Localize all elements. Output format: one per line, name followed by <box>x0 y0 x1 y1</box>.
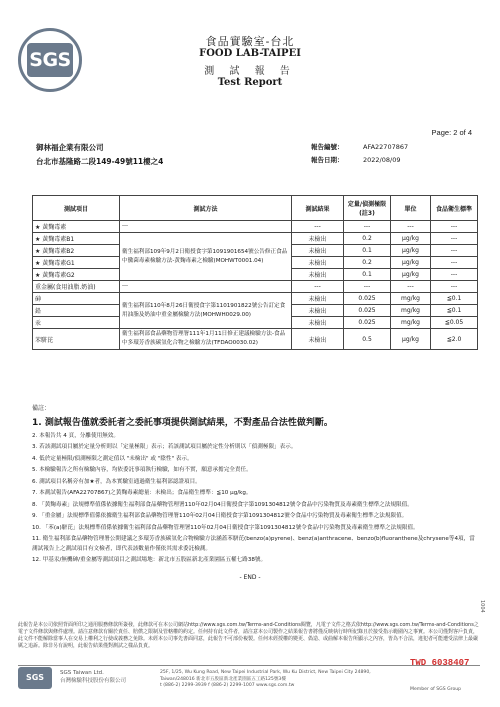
table-row <box>33 221 478 233</box>
header-unit: 單位 <box>391 196 431 221</box>
footer-address-line: 25F, 1/25, Wu Kung Road, New Taipei Industrial Park, Wu Ku District, New Taipei City 24890, Taiwan/248016 新北市五股區新北產業園區五工路125號3樓 <box>160 670 371 682</box>
note-11: 11. 衛生福利部食品藥物管理署公開建議之多環芳香族碳氫化合物檢驗方法涵蓋苯駢芘(benzo(a)pyrene)、benz(a)anthracene、benzo(b)fluoranthene及chrysene等4項，當測試報告上之測試項目有文檢者，即代表該數量作僅依其需求委託檢測。 <box>32 536 475 552</box>
report-title-cn: 測 試 報 告 <box>204 66 296 77</box>
cell-item: 砷 <box>33 293 120 305</box>
table-header-row <box>33 196 478 221</box>
cell-loq: 0.1 <box>344 269 391 281</box>
cell-result: 未檢出 <box>292 269 344 281</box>
report-number-value: AFA22707867 <box>363 143 409 151</box>
note-5: 5. 本檢驗報告之所有檢驗內容，均依委託事項執行檢驗，如有不實，願意承擔完全責任。 <box>32 467 252 473</box>
table-row <box>33 329 478 350</box>
cell-loq: 0.1 <box>344 245 391 257</box>
cell-method-bap: 衛生福利部食品藥物管理署111年1月11日修正建議檢驗方法-食品中多環芳香族碳氫化合物之檢驗方法(TFDAO0030.02) <box>120 329 292 350</box>
cell-unit: μg/kg <box>391 257 431 269</box>
cell-std: ≦0.1 <box>431 305 478 317</box>
cell-method-aflatoxin: 衛生福利部109年9月2日衛授食字第1091901654號公告修正食品中黴菌毒素檢驗方法-黃麴毒素之檢驗(MOHWT0001.04) <box>120 233 292 281</box>
note-9: 9. 「重金屬」法規標準值係依據衛生福利部食品藥物管理署110年02月04日衛授食字第1091304812號令食品中污染物質及毒素衛生標準之法規限值。 <box>32 513 408 519</box>
cell-unit: μg/kg <box>391 245 431 257</box>
footer-address <box>160 670 390 690</box>
cell-loq: 0.025 <box>344 305 391 317</box>
cell-std: ≦2.0 <box>431 329 478 350</box>
lab-title-cn: 食品實驗室-台北 <box>205 35 295 48</box>
report-number-label: 報告編號： <box>311 143 344 151</box>
cell-method-metals: 衛生福利部110年8月26日衛授食字第1101901822號公告訂定食用油脂及奶油中重金屬檢驗方法(MOHWH0029.00) <box>120 293 292 329</box>
page-number: Page: 2 of 4 <box>431 128 472 137</box>
header-item: 測試項目 <box>33 196 120 221</box>
cell-unit: mg/kg <box>391 317 431 329</box>
note-2: 2. 本報告共 4 頁，分離使用無效。 <box>32 432 119 439</box>
client-address: 台北市基隆路二段149-49號11樓之4 <box>36 157 164 166</box>
cell-std: ≦0.05 <box>431 317 478 329</box>
disclaimer: 此報告是本公司依照背面所印之通用服務條款所簽發，此條款可在本公司網站http://www.sgs.com.tw/Terms-and-Conditions閱覽，凡電子文件之格式依http://www.sgs.com.tw/Terms-and-Conditions之電子文件條款與條件處理。請注意條款有關於責任、賠償之限制及管轄權的約定。任何持有此文件者，請注意本公司製作之結果報告書將僅反映執行時所紀錄且於接受指示範圍內之事實。本公司僅對客戶負責，此文件不能解除當事人在交易上權利之行使或義務之免除。未經本公司事先書面同意，此報告不可部份複製。任何未經授權的變更、偽造、或曲解本報告所顯示之內容，皆為不合法，違犯者可能遭受法律上最嚴厲之追訴。除非另有說明，此報告結果僅對測試之樣品負責。 <box>18 622 479 649</box>
note-6: 6. 測試項目名稱旁有加★者，為本實驗室通過衛生福利部認證項目。 <box>32 478 201 485</box>
cell-loq: 0.2 <box>344 233 391 245</box>
header-std: 食品衛生標準 <box>431 196 478 221</box>
cell-unit: μg/kg <box>391 329 431 350</box>
report-title-en: Test Report <box>217 77 283 88</box>
cell-result: 未檢出 <box>292 305 344 317</box>
cell-item: ★ 黃麴毒素B2 <box>33 245 120 257</box>
cell-unit: μg/kg <box>391 269 431 281</box>
note-7: 7. 本測試報告(AFA22707867)之黃麴毒素總量：未檢出；食品衛生標準：≦10 μg/kg。 <box>32 490 252 496</box>
end-marker: - END - <box>239 574 261 581</box>
table-row <box>33 233 478 245</box>
report-date <box>311 155 400 164</box>
footer-phone: t (886-2) 2299-3939 f (886-2) 2299-1007 www.sgs.com.tw <box>160 683 295 688</box>
note-1: 1. 測試報告僅就委託者之委託事項提供測試結果，不對產品合法性做判斷。 <box>32 417 333 428</box>
member-text: Member of SGS Group <box>410 687 462 692</box>
cell-item: ★ 黃麴毒素 <box>33 221 120 233</box>
cell-result: 未檢出 <box>292 329 344 350</box>
cell-unit: mg/kg <box>391 293 431 305</box>
note-3: 3. 若該測試項目屬於定量分析則以「定量極限」表示；若該測試項目屬於定性分析則以「偵測極限」表示。 <box>32 444 297 450</box>
cell-result: 未檢出 <box>292 257 344 269</box>
note-10: 10. 「苯(a)駢芘」法規標準值係依據衛生福利部食品藥物管理署110年02月04日衛授食字第1091304812號令食品中污染物質及毒素衛生標準之法規限值。 <box>32 524 419 531</box>
note-12: 12. 甲基汞/無機砷/重金屬等測試項目之測試場地：新北市五股區新北產業園區五權七路38號。 <box>32 557 267 563</box>
lab-title-en: FOOD LAB-TAIPEI <box>199 48 301 59</box>
cell-result: 未檢出 <box>292 293 344 305</box>
client-name: 御林福企業有限公司 <box>36 143 104 152</box>
report-number <box>311 142 408 151</box>
table-row <box>33 281 478 293</box>
cell-loq: 0.5 <box>344 329 391 350</box>
cell-std: --- <box>431 245 478 257</box>
header-result: 測試結果 <box>292 196 344 221</box>
footer-logo: SGS <box>18 667 52 689</box>
cell-item: ★ 黃麴毒素G2 <box>33 269 120 281</box>
cell-std: --- <box>431 221 478 233</box>
cell-unit: μg/kg <box>391 233 431 245</box>
cell-method: --- <box>120 281 292 293</box>
cell-loq: 0.025 <box>344 293 391 305</box>
header-method: 測試方法 <box>120 196 292 221</box>
cell-loq: 0.2 <box>344 257 391 269</box>
footer-company-en: SGS Taiwan Ltd. <box>60 670 104 676</box>
cell-method: --- <box>120 221 292 233</box>
cell-std: --- <box>431 233 478 245</box>
cell-result: 未檢出 <box>292 317 344 329</box>
cell-result: --- <box>292 221 344 233</box>
cell-item: 鉛 <box>33 305 120 317</box>
header-loq: 定量/偵測極限(註3) <box>344 196 391 221</box>
footer-company <box>60 670 126 684</box>
report-date-label: 報告日期： <box>311 156 344 164</box>
footer-company-cn: 台灣檢驗科技股份有限公司 <box>60 678 127 684</box>
cell-item: ★ 黃麴毒素G1 <box>33 257 120 269</box>
cell-unit: mg/kg <box>391 305 431 317</box>
cell-std: ≦0.1 <box>431 293 478 305</box>
serial-number: TWD 6038407 <box>410 658 470 668</box>
cell-result: --- <box>292 281 344 293</box>
sgs-logo: SGS <box>18 28 82 92</box>
cell-loq: --- <box>344 281 391 293</box>
cell-result: 未檢出 <box>292 245 344 257</box>
table-row <box>33 293 478 305</box>
cell-result: 未檢出 <box>292 233 344 245</box>
cell-item: 重金屬(食用油脂.奶油) <box>33 281 120 293</box>
note-4: 4. 低於定量極限/偵測極限之測定值以 "未檢出" 或 "陰性" 表示。 <box>32 455 193 462</box>
cell-unit: --- <box>391 281 431 293</box>
cell-unit: --- <box>391 221 431 233</box>
cell-item: ★ 黃麴毒素B1 <box>33 233 120 245</box>
cell-loq: 0.025 <box>344 317 391 329</box>
notes-heading: 備註： <box>32 405 51 412</box>
cell-item: 汞 <box>33 317 120 329</box>
cell-item: 苯駢芘 <box>33 329 120 350</box>
results-table <box>32 195 478 350</box>
note-8: 8. 「黃麴毒素」法規標準值係依據衛生福利部食品藥物管理署110年02月04日衛授食字第1091304812號令食品中污染物質及毒素衛生標準之法規限值。 <box>32 501 413 508</box>
cell-std: --- <box>431 257 478 269</box>
cell-loq: --- <box>344 221 391 233</box>
side-code: 1004 <box>479 600 485 613</box>
cell-std: --- <box>431 269 478 281</box>
cell-std: --- <box>431 281 478 293</box>
notes-section <box>32 404 477 568</box>
report-date-value: 2022/08/09 <box>363 156 401 164</box>
